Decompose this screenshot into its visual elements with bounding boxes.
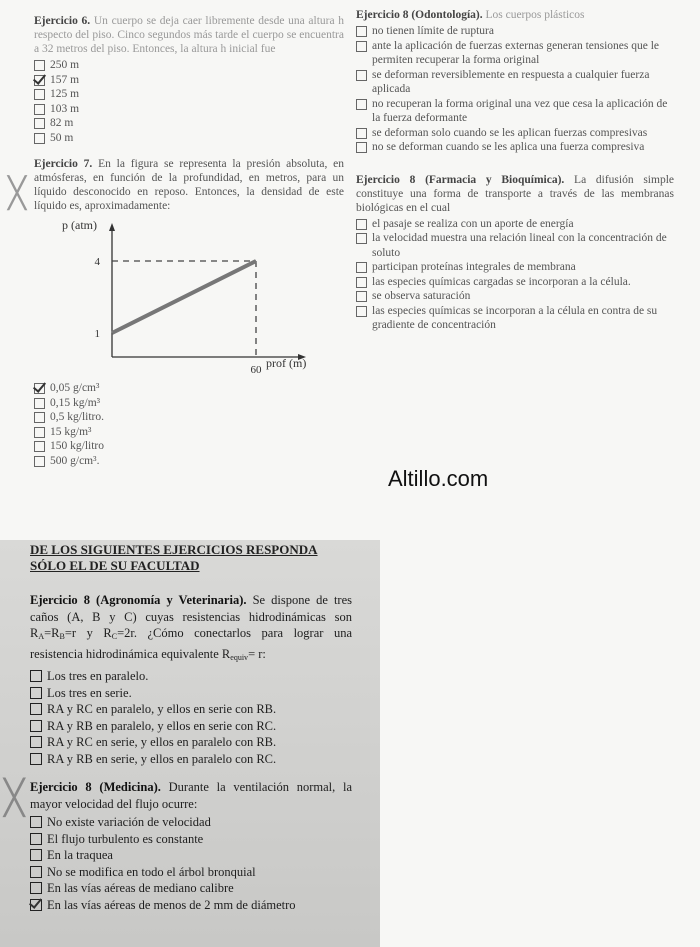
answer-option-label: se observa saturación: [372, 290, 471, 302]
exercise-8-odontologia-text: Los cuerpos plásticos: [485, 9, 585, 21]
exercise-8-medicina-options: [30, 814, 352, 913]
exercise-8-agronomia-text-c: = r:: [248, 646, 266, 661]
checkbox[interactable]: [34, 118, 45, 129]
checkbox[interactable]: [30, 833, 42, 845]
answer-option[interactable]: [356, 260, 674, 275]
checkbox[interactable]: [34, 133, 45, 144]
checkbox[interactable]: [30, 703, 42, 715]
answer-option-label: En las vías aéreas de mediano calibre: [47, 881, 234, 895]
exercise-8-odontologia-options: [356, 24, 674, 155]
answer-option-label: 150 kg/litro: [50, 440, 104, 452]
answer-option[interactable]: [356, 39, 674, 68]
exercise-6-options: [34, 58, 344, 145]
checkbox[interactable]: [34, 398, 45, 409]
answer-option-label: 0,15 kg/m³: [50, 396, 101, 409]
checkbox[interactable]: [356, 26, 367, 37]
answer-option[interactable]: [356, 68, 674, 97]
checkbox[interactable]: [356, 233, 367, 244]
answer-option-label: la velocidad muestra una relación lineal con la concentración de soluto: [372, 232, 667, 259]
answer-option[interactable]: [356, 275, 674, 290]
answer-option[interactable]: [356, 24, 674, 39]
x-tick-label: 60: [250, 364, 262, 376]
sub-a: A: [38, 632, 45, 641]
section-heading-line1: DE LOS SIGUIENTES EJERCICIOS RESPONDA: [30, 542, 318, 557]
answer-option-label: En la traquea: [47, 848, 113, 862]
checkbox[interactable]: [356, 277, 367, 288]
exercise-8-odontologia: [356, 8, 674, 155]
answer-option[interactable]: [356, 231, 674, 260]
answer-option-label: se deforman reversiblemente en respuesta a cualquier fuerza aplicada: [372, 68, 650, 95]
checkbox[interactable]: [356, 306, 367, 317]
checkbox[interactable]: [30, 736, 42, 748]
exercise-8-farmacia-title: Ejercicio 8 (Farmacia y Bioquímica).: [356, 173, 565, 186]
exercise-7-text: En la figura se representa la presión absoluta, en atmósferas, en función de la profundidad, en metros, para un líquido desconocido en reposo. Entonces, la densidad de este líquido es, aproximadamente:: [34, 158, 344, 212]
answer-option[interactable]: [356, 97, 674, 126]
checkbox[interactable]: [34, 89, 45, 100]
checkbox[interactable]: [30, 687, 42, 699]
answer-option[interactable]: [30, 685, 352, 702]
answer-option[interactable]: [34, 381, 344, 396]
answer-option[interactable]: [30, 864, 352, 881]
checkbox[interactable]: [30, 899, 42, 911]
checkbox[interactable]: [356, 99, 367, 110]
series-line: [112, 261, 256, 333]
answer-option-label: RA y RC en serie, y ellos en paralelo con RB.: [47, 735, 277, 749]
cross-mark-icon: ╳: [4, 779, 25, 817]
answer-option-label: RA y RB en serie, y ellos en paralelo con RC.: [47, 751, 277, 766]
answer-option-label: el pasaje se realiza con un aporte de energía: [372, 217, 574, 230]
checkbox[interactable]: [356, 291, 367, 302]
answer-option[interactable]: [356, 304, 674, 333]
answer-option[interactable]: [34, 73, 344, 88]
answer-option[interactable]: [34, 454, 344, 469]
checkbox[interactable]: [30, 670, 42, 682]
answer-option[interactable]: [34, 102, 344, 117]
exercise-6: [34, 14, 344, 145]
answer-option-label: RA y RC en paralelo, y ellos en serie con RB.: [47, 702, 277, 716]
exercise-7-title: Ejercicio 7.: [34, 158, 93, 170]
exercise-6-text: Un cuerpo se deja caer libremente desde una altura h respecto del piso. Cinco segundos más tarde el cuerpo se encuentra a 32 metros del piso. Entonces, la altura h inicial fue: [34, 15, 345, 55]
answer-option-label: las especies químicas cargadas se incorporan a la célula.: [372, 275, 631, 288]
answer-option[interactable]: [34, 410, 344, 425]
exercise-8-agronomia-title: Ejercicio 8 (Agronomía y Veterinaria).: [30, 593, 247, 607]
sub-c: C: [111, 632, 118, 641]
answer-option[interactable]: [356, 217, 674, 232]
answer-option-label: Los tres en serie.: [47, 685, 132, 700]
checkbox[interactable]: [34, 104, 45, 115]
checkbox[interactable]: [356, 219, 367, 230]
answer-option[interactable]: [34, 58, 344, 73]
answer-option-label: 500 g/cm³.: [50, 454, 100, 467]
checkbox[interactable]: [34, 383, 45, 394]
exercise-8-agronomia-options: [30, 668, 352, 767]
answer-option[interactable]: [34, 131, 344, 146]
watermark: Altillo.com: [388, 466, 489, 491]
answer-option[interactable]: [34, 396, 344, 411]
y-axis-arrow-icon: [109, 223, 115, 231]
chart-svg: [34, 219, 324, 379]
sub-equiv: equiv: [230, 652, 249, 662]
answer-option[interactable]: [356, 126, 674, 141]
y-tick-label: 1: [94, 328, 100, 340]
answer-option[interactable]: [30, 751, 352, 768]
answer-option[interactable]: [34, 116, 344, 131]
answer-option-label: las especies químicas se incorporan a la célula en contra de su gradiente de concentración: [372, 304, 658, 331]
cross-mark-icon: ╳: [8, 177, 27, 210]
answer-option[interactable]: [30, 880, 352, 897]
exercise-8-agronomia: Ejercicio 8 (Agronomía y Veterinaria). Se dispone de tres caños (A, B y C) cuyas resistencias hidrodinámicas son $R_A=R_B=r$ y $R_C=2r$. ¿Cómo conectarlos para lograr una resistencia hidrodinámica equivalente $R_{equiv}= r$: Los tres en paralelo. Los tres en serie. RA y RC en paralelo, y ellos en serie con RB. RA y RB en paralelo, y ellos en serie con RC. RA y RC en serie, y ellos en paralelo con RB. RA y RB en serie, y ellos en paralelo con RC.: [30, 593, 352, 766]
answer-option-label: Los tres en paralelo.: [47, 669, 149, 683]
answer-option[interactable]: [30, 734, 352, 751]
checkbox[interactable]: [30, 753, 42, 765]
exercise-8-medicina: [30, 779, 352, 913]
exercise-6-title: Ejercicio 6.: [34, 15, 91, 27]
checkbox[interactable]: [30, 720, 42, 732]
exercise-8-farmacia-text: La difusión simple constituye una forma de transporte a través de las membranas biológicas en el cual: [356, 173, 674, 214]
checkbox[interactable]: [34, 427, 45, 438]
checkbox[interactable]: [34, 441, 45, 452]
checkbox[interactable]: [30, 866, 42, 878]
answer-option[interactable]: [34, 425, 344, 440]
answer-option[interactable]: [34, 87, 344, 102]
answer-option[interactable]: [356, 289, 674, 304]
answer-option[interactable]: [34, 439, 344, 454]
checkbox[interactable]: [356, 142, 367, 153]
answer-option-label: 125 m: [50, 88, 80, 100]
checkbox[interactable]: [356, 70, 367, 81]
answer-option-label: 250 m: [50, 59, 80, 71]
exercise-8-farmacia: [356, 173, 674, 333]
answer-option-label: no recuperan la forma original una vez que cesa la aplicación de la fuerza deformante: [372, 97, 668, 124]
exercise-7: [34, 157, 344, 468]
answer-option-label: participan proteínas integrales de membrana: [372, 261, 576, 273]
answer-option-label: No se modifica en todo el árbol bronquial: [47, 864, 256, 879]
answer-option-label: 157 m: [50, 73, 80, 86]
y-tick-label: 4: [94, 256, 100, 268]
answer-option-label: En las vías aéreas de menos de 2 mm de diámetro: [47, 897, 296, 912]
exercise-8-farmacia-options: [356, 217, 674, 333]
answer-option-label: no se deforman cuando se les aplica una fuerza compresiva: [372, 141, 645, 153]
x-axis-label: prof (m): [266, 356, 307, 370]
answer-option[interactable]: [30, 831, 352, 848]
checkbox[interactable]: [356, 41, 367, 52]
answer-option-label: RA y RB en paralelo, y ellos en serie con RC.: [47, 718, 277, 733]
answer-option-label: El flujo turbulento es constante: [47, 831, 204, 846]
checkbox[interactable]: [34, 60, 45, 71]
answer-option-label: 0,5 kg/litro.: [50, 411, 104, 423]
exercise-8-medicina-title: Ejercicio 8 (Medicina).: [30, 780, 161, 794]
exercise-8-odontologia-title: Ejercicio 8 (Odontología).: [356, 9, 483, 21]
exercise-8-agronomia-text-a: Se dispone de tres caños (A, B y C) cuyas resistencias hidrodinámicas son R: [30, 593, 352, 640]
faculty-section: [30, 542, 352, 913]
section-heading-line2: SÓLO EL DE SU FACULTAD: [30, 558, 200, 573]
checkbox[interactable]: [30, 816, 42, 828]
answer-option-label: No existe variación de velocidad: [47, 815, 211, 829]
answer-option[interactable]: [356, 140, 674, 155]
answer-option[interactable]: [30, 897, 352, 914]
answer-option-label: 103 m: [50, 102, 80, 115]
checkbox[interactable]: [34, 412, 45, 423]
left-column: [34, 14, 344, 468]
answer-option-label: 15 kg/m³: [50, 425, 92, 438]
checkbox[interactable]: [356, 262, 367, 273]
answer-option-label: 82 m: [50, 117, 74, 129]
answer-option-label: ante la aplicación de fuerzas externas generan tensiones que le permiten recuperar la forma original: [372, 39, 660, 66]
answer-option-label: no tienen límite de ruptura: [372, 25, 494, 37]
checkbox[interactable]: [34, 456, 45, 467]
answer-option-label: 0,05 g/cm³: [50, 382, 100, 394]
exercise-8-agronomia-text-b: =2r. ¿Cómo conectarlos para lograr una resistencia hidrodinámica equivalente R: [30, 626, 352, 661]
pressure-depth-chart: [34, 219, 307, 379]
answer-option-label: 50 m: [50, 131, 74, 144]
right-column: [356, 8, 674, 333]
answer-option[interactable]: [30, 718, 352, 735]
sub-b: B: [59, 632, 65, 641]
checkbox[interactable]: [30, 849, 42, 861]
checkbox[interactable]: [356, 128, 367, 139]
exercise-7-options: [34, 381, 344, 468]
answer-option[interactable]: [30, 814, 352, 831]
y-axis-label: p (atm): [62, 219, 97, 232]
answer-option[interactable]: [30, 701, 352, 718]
answer-option-label: se deforman solo cuando se les aplican fuerzas compresivas: [372, 126, 648, 139]
answer-option[interactable]: [30, 847, 352, 864]
answer-option[interactable]: [30, 668, 352, 685]
exercise-8-agronomia-text-eq: =r y R: [64, 626, 112, 640]
checkbox[interactable]: [34, 75, 45, 86]
checkbox[interactable]: [30, 882, 42, 894]
exercise-8-medicina-text: Durante la ventilación normal, la mayor velocidad del flujo ocurre:: [30, 780, 353, 811]
